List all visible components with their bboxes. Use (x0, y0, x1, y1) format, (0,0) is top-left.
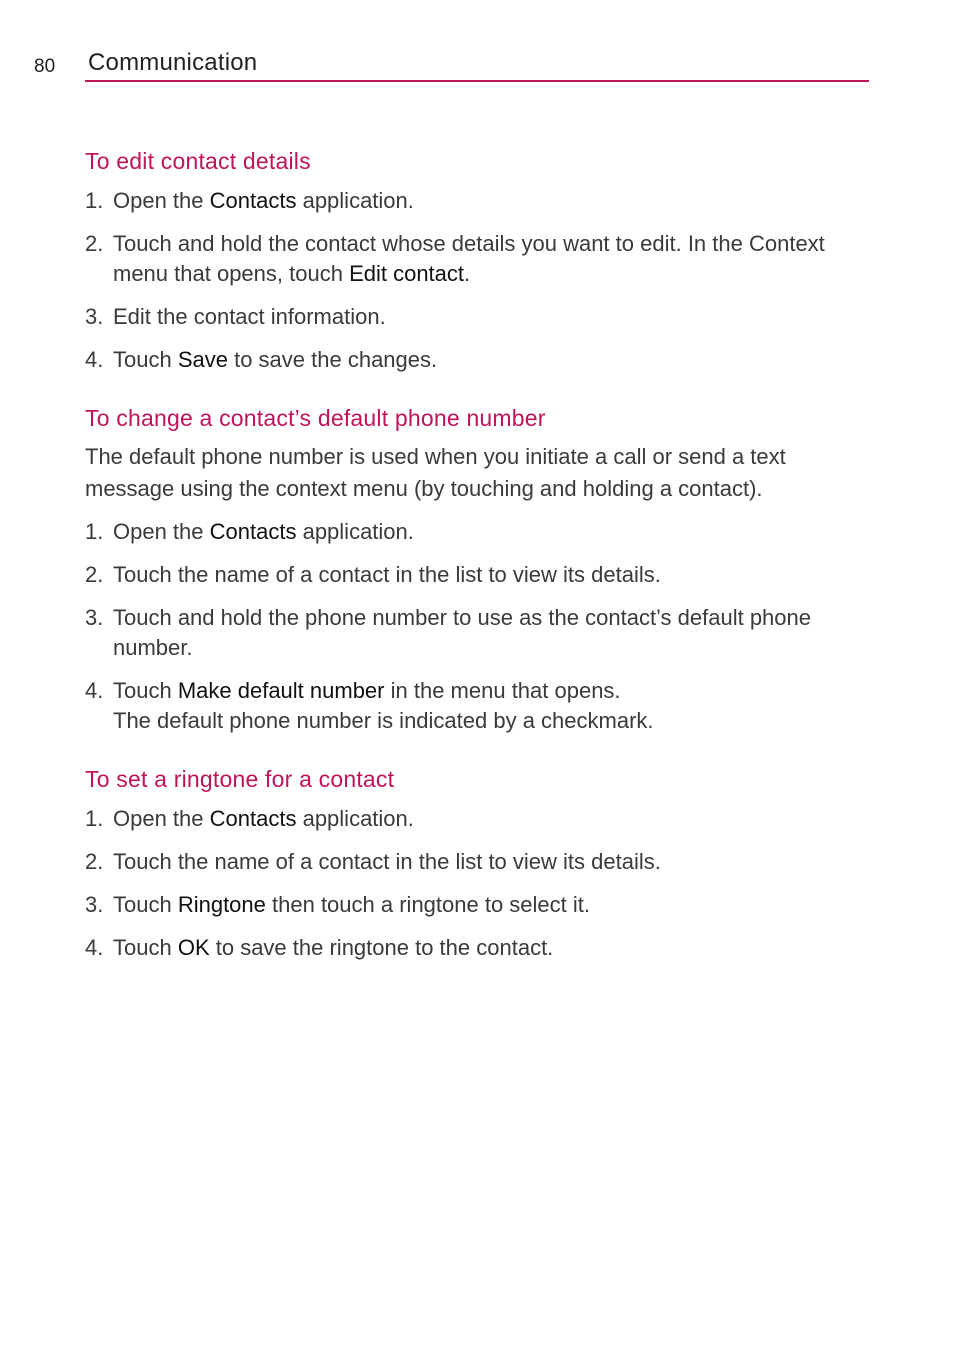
section-heading: To edit contact details (85, 148, 311, 174)
list-item (85, 302, 865, 332)
step-text: . (464, 261, 471, 286)
step-number: 1. (85, 188, 104, 213)
ui-term: Contacts (209, 188, 297, 213)
ui-term: Edit contact (349, 261, 465, 286)
list-item (85, 847, 865, 877)
header-rule (85, 80, 869, 82)
step-text: Touch the name of a contact in the list to view its details. (113, 562, 661, 587)
step-number: 2. (85, 849, 104, 874)
section-heading: To set a ringtone for a contact (85, 766, 395, 792)
step-text: Touch (113, 935, 178, 960)
list-item (85, 933, 865, 963)
step-text: application. (296, 806, 414, 831)
step-text: to save the ringtone to the contact. (209, 935, 554, 960)
step-text: to save the changes. (227, 347, 438, 372)
step-number: 1. (85, 519, 104, 544)
section-default-number (85, 405, 865, 736)
step-text: Touch and hold the contact whose details you want to edit. In the Context menu that opens, touch (113, 231, 825, 286)
step-note: The default phone number is indicated by a checkmark. (113, 708, 654, 733)
chapter-title: Communication (88, 49, 258, 76)
step-text: application. (296, 519, 414, 544)
steps-list (85, 186, 865, 375)
ui-term: Contacts (209, 519, 297, 544)
section-heading: To change a contact’s default phone number (85, 405, 546, 431)
section-intro: The default phone number is used when you initiate a call or send a text message using the context menu (by touching and holding a contact). (85, 444, 786, 501)
step-text: application. (296, 188, 414, 213)
list-item (85, 560, 865, 590)
page-content (85, 148, 865, 985)
step-text: Touch (113, 347, 178, 372)
step-number: 3. (85, 605, 104, 630)
section-edit-contact (85, 148, 865, 375)
step-text: Touch and hold the phone number to use as the contact’s default phone number. (113, 605, 811, 660)
list-item (85, 603, 865, 663)
step-text: Touch (113, 892, 178, 917)
list-item (85, 186, 865, 216)
step-text: Open the (113, 188, 210, 213)
list-item (85, 229, 865, 289)
list-item (85, 517, 865, 547)
step-text: Open the (113, 519, 210, 544)
section-ringtone (85, 766, 865, 963)
step-number: 3. (85, 304, 104, 329)
step-text: then touch a ringtone to select it. (265, 892, 590, 917)
ui-term: Contacts (209, 806, 297, 831)
step-text: Touch (113, 678, 178, 703)
step-number: 4. (85, 935, 104, 960)
step-text: in the menu that opens. (384, 678, 621, 703)
list-item (85, 676, 865, 736)
list-item (85, 345, 865, 375)
step-number: 4. (85, 347, 104, 372)
step-number: 3. (85, 892, 104, 917)
page-number: 80 (34, 56, 56, 77)
list-item (85, 890, 865, 920)
ui-term: Ringtone (177, 892, 266, 917)
steps-list (85, 804, 865, 963)
step-number: 4. (85, 678, 104, 703)
step-number: 2. (85, 562, 104, 587)
list-item (85, 804, 865, 834)
step-text: Open the (113, 806, 210, 831)
ui-term: OK (177, 935, 210, 960)
ui-term: Save (177, 347, 228, 372)
steps-list (85, 517, 865, 736)
step-number: 2. (85, 231, 104, 256)
step-text: Edit the contact information. (113, 304, 386, 329)
ui-term: Make default number (177, 678, 385, 703)
step-text: Touch the name of a contact in the list to view its details. (113, 849, 661, 874)
step-number: 1. (85, 806, 104, 831)
